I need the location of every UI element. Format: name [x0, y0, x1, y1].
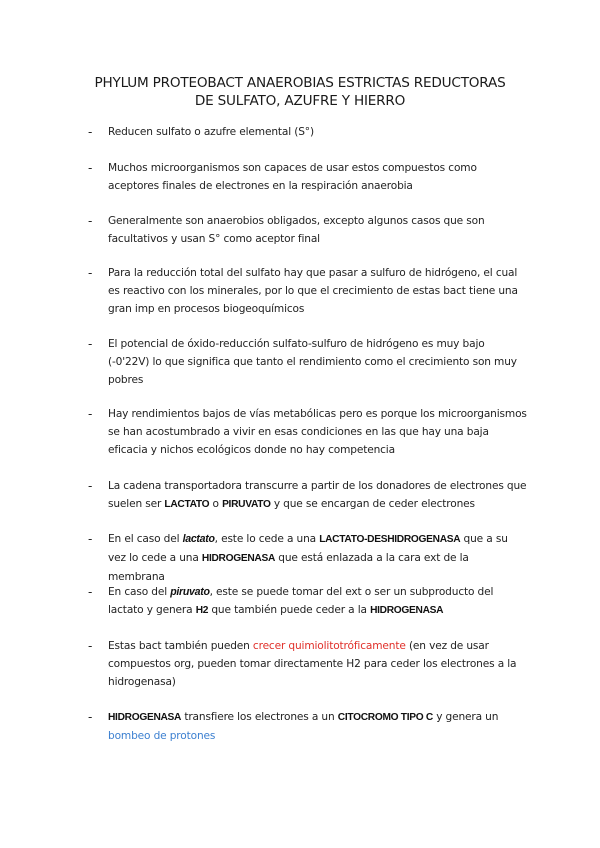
bullet-dash: -: [88, 266, 93, 280]
text-run: , este lo cede a una: [214, 533, 320, 545]
bullet-dash: -: [88, 710, 93, 724]
bullet-dash: -: [88, 407, 93, 421]
hidrogenasa-term: HIDROGENASA: [201, 553, 276, 564]
text-run: La cadena transportadora transcurre a partir de los donadores de electrones que suelen ser: [108, 480, 527, 510]
hidrogenasa-term: HIDROGENASA: [370, 605, 444, 616]
text-run: y genera un: [432, 711, 499, 723]
lactato-term: LACTATO: [164, 499, 210, 510]
citocromo-term: CITOCROMO TIPO C: [337, 712, 433, 723]
bullet-dash: -: [88, 639, 93, 653]
bullet-text: [108, 530, 528, 586]
text-run: y que se encargan de ceder electrones: [270, 498, 475, 510]
bullet-dash: -: [88, 585, 93, 599]
bullet-text: Reducen sulfato o azufre elemental (S°): [108, 126, 314, 138]
bullet-text: Para la reducción total del sulfato hay que pasar a sulfuro de hidrógeno, el cual es reactivo con los minerales, por lo que el crecimiento de estas bact tiene una gran imp en procesos biogeoquímicos: [108, 267, 518, 315]
bullet-text: Muchos microorganismos son capaces de usar estos compuestos como aceptores finales de electrones en la respiración anaerobia: [108, 162, 477, 192]
bullet-text: [108, 335, 528, 389]
bullet-text: Hay rendimientos bajos de vías metabólicas pero es porque los microorganismos se han acostumbrado a vivir en esas condiciones en las que hay una baja eficacia y nichos ecológicos donde no hay competencia: [108, 408, 527, 456]
text-run: o: [209, 498, 223, 510]
text-run: (en vez de usar compuestos org, pueden tomar directamente H2 para ceder los electrones a la hidrogenasa): [108, 640, 517, 688]
page-title: [60, 74, 540, 110]
text-run: Estas bact también pueden: [108, 640, 253, 652]
bullet-text: [108, 477, 528, 514]
bullet-dash: -: [88, 337, 93, 351]
bullet-text: [108, 708, 528, 745]
text-run: que a su vez lo cede a una: [108, 533, 508, 564]
text-run: transfiere los electrones a un: [181, 711, 338, 723]
hidrogenasa-term: HIDROGENASA: [108, 712, 182, 723]
bullet-dash: -: [88, 214, 93, 228]
bullet-dash: -: [88, 161, 93, 175]
lactato-italic-term: lactato: [182, 533, 215, 545]
highlight-red-text: crecer quimiolitotróficamente: [252, 640, 406, 652]
bullet-dash: -: [88, 479, 93, 493]
bullet-dash: -: [88, 125, 93, 139]
piruvato-term: PIRUVATO: [222, 499, 271, 510]
lactato-deshidrogenasa-term: LACTATO-DESHIDROGENASA: [319, 534, 461, 545]
bullet-text: Generalmente son anaerobios obligados, excepto algunos casos que son facultativos y usan S° como aceptor final: [108, 215, 485, 245]
h2-term: H2: [195, 605, 209, 616]
title-line-2: DE SULFATO, AZUFRE Y HIERRO: [194, 93, 406, 109]
bullet-text-line: El potencial de óxido-reducción sulfato-sulfuro de hidrógeno es muy bajo: [108, 338, 485, 350]
text-run: En el caso del: [108, 533, 183, 545]
text-run: En caso del: [108, 586, 171, 598]
bullet-dash: -: [88, 532, 93, 546]
text-run: , este se puede tomar del ext o ser un subproducto del lactato y genera: [108, 586, 494, 616]
highlight-blue-text: bombeo de protones: [108, 730, 216, 742]
bullet-text: [108, 637, 528, 691]
bullet-text: [108, 583, 528, 620]
text-run: que también puede ceder a la: [208, 604, 371, 616]
piruvato-italic-term: piruvato: [170, 586, 210, 598]
bullet-text-line: (-0'22V) lo que significa que tanto el rendimiento como el crecimiento son muy pobres: [108, 356, 517, 386]
text-run: que está enlazada a la cara ext de la membrana: [108, 552, 469, 583]
title-line-1: PHYLUM PROTEOBACT ANAEROBIAS ESTRICTAS REDUCTORAS: [94, 75, 506, 91]
